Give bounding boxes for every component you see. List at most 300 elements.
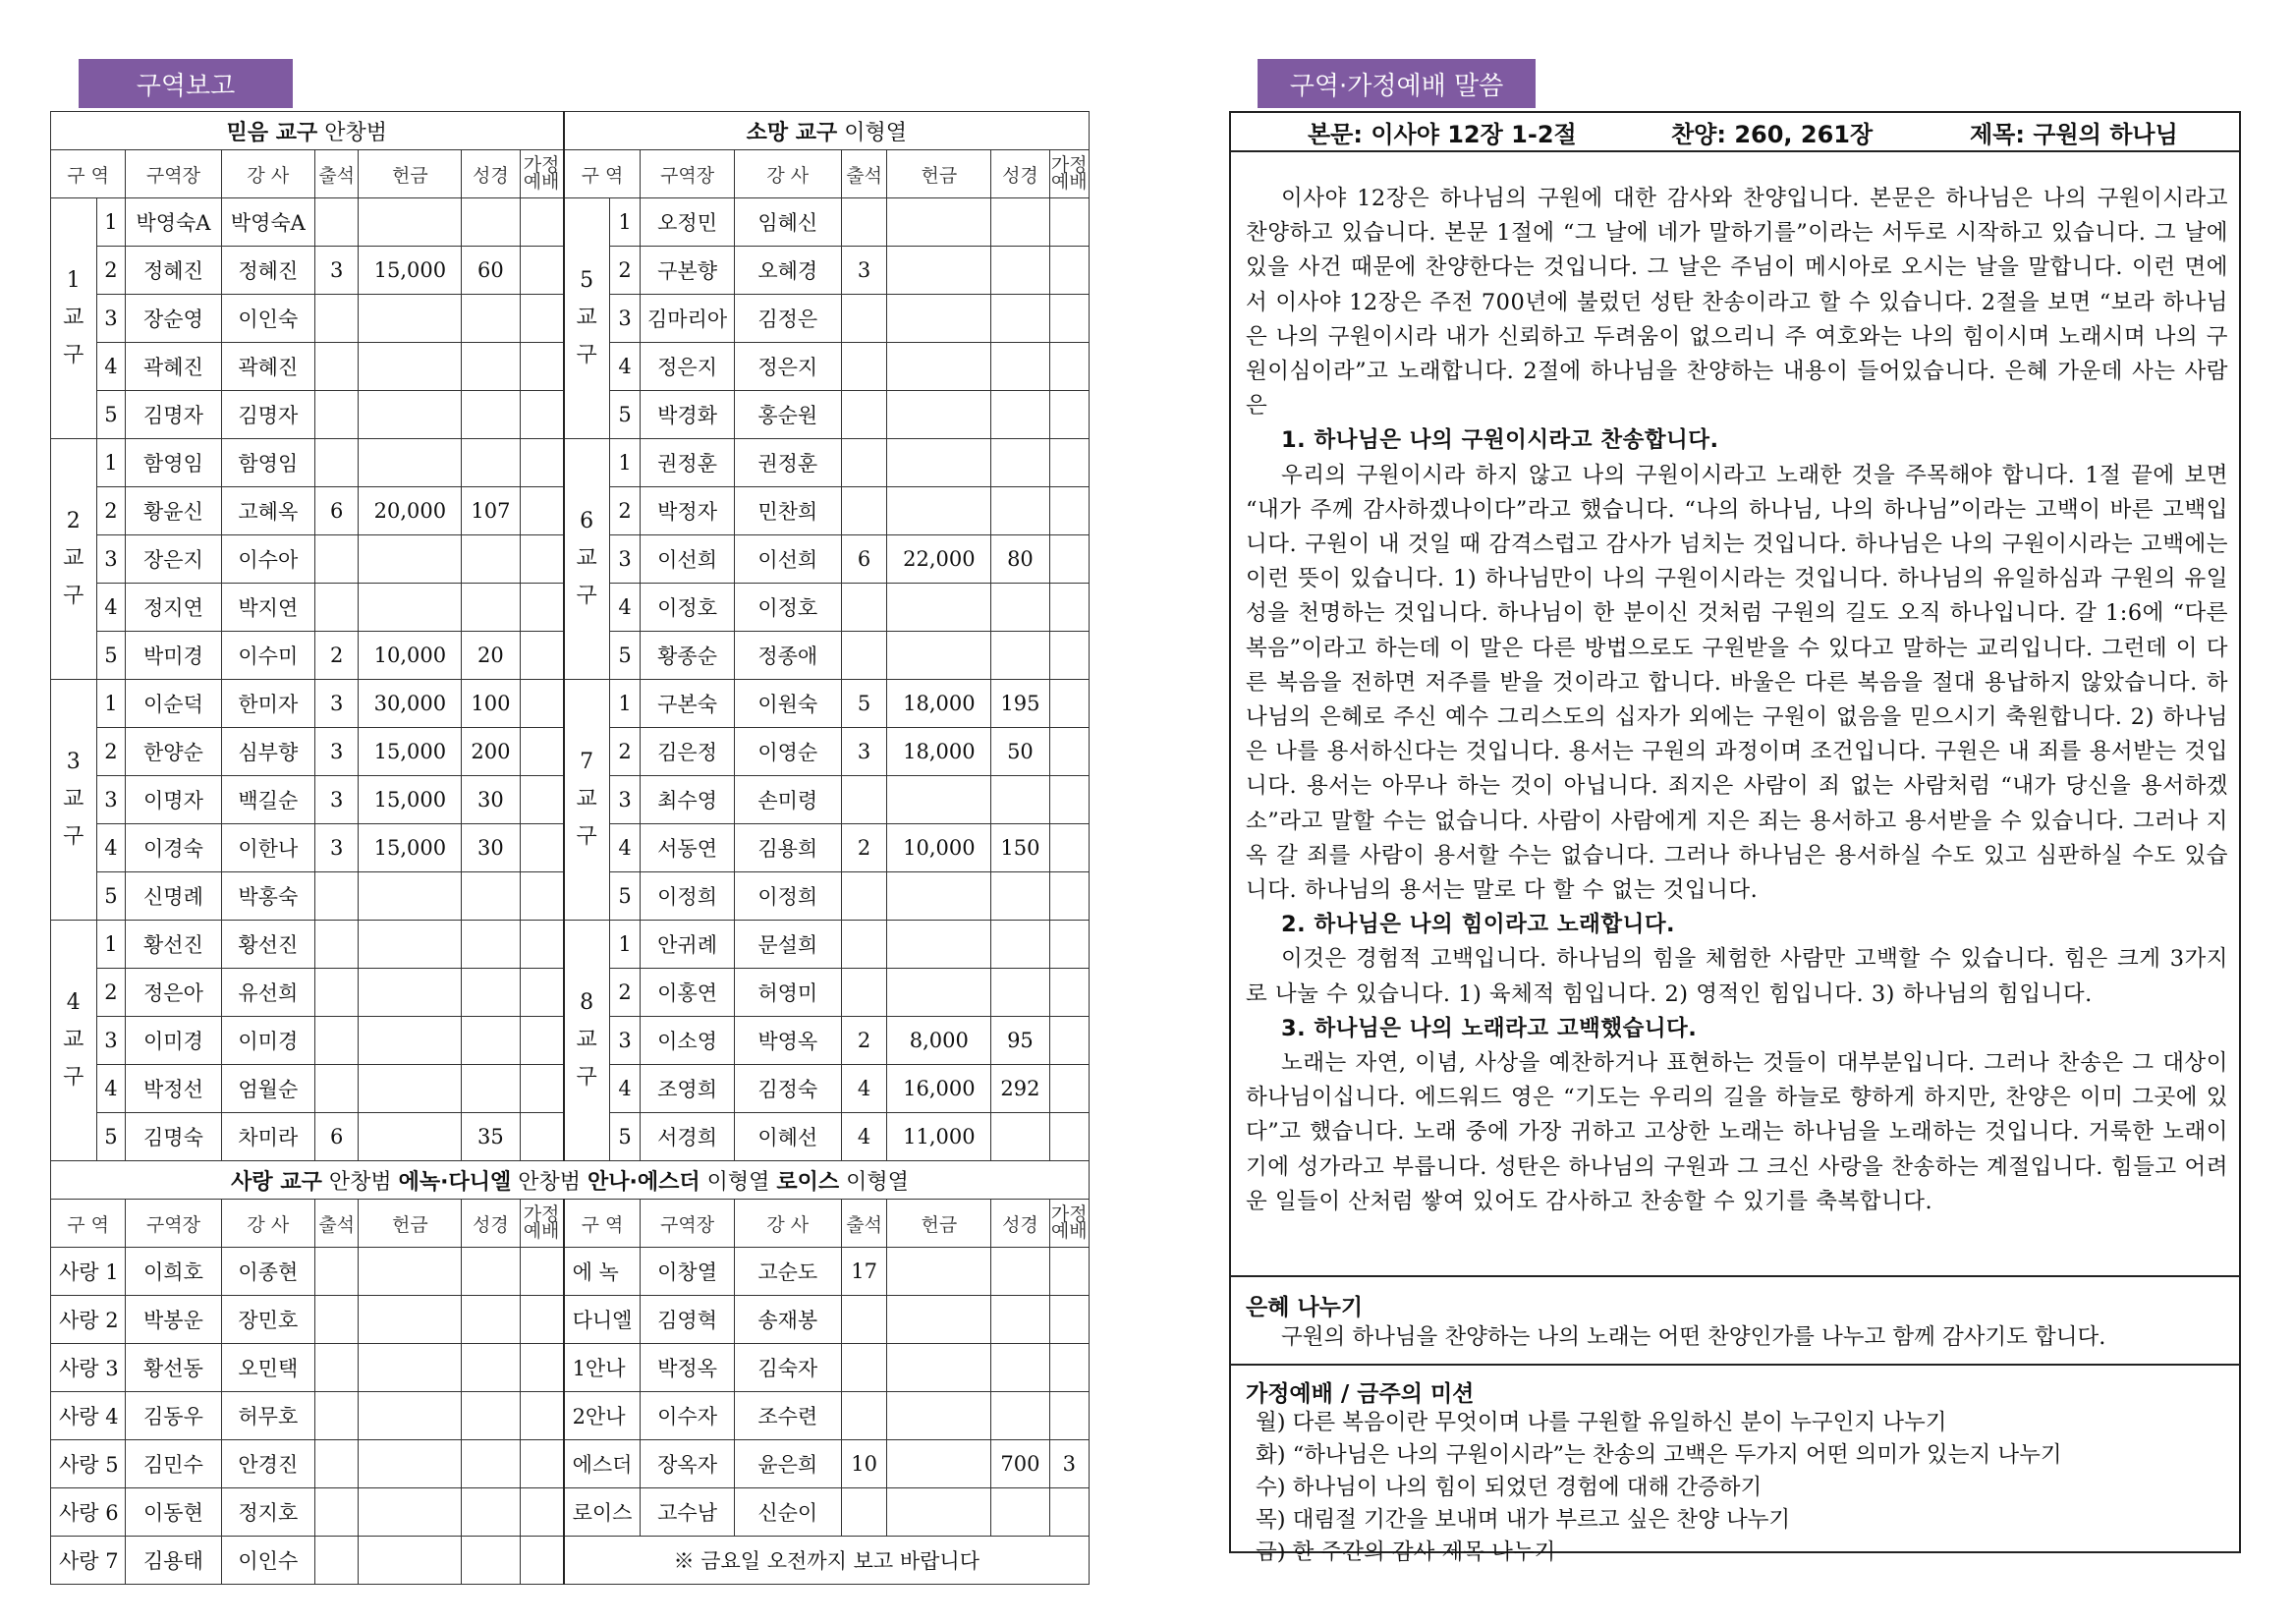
cell-offering xyxy=(359,391,462,439)
cell-leader: 정지연 xyxy=(126,584,221,632)
cell-bible: 200 xyxy=(462,728,520,776)
cell-bible xyxy=(462,535,520,584)
cell-no: 5 xyxy=(96,872,126,921)
cell-offering xyxy=(887,584,991,632)
cell-no: 3 xyxy=(609,776,641,824)
cell-offering xyxy=(359,343,462,391)
column-header: 구역장 xyxy=(126,150,221,198)
cell-no: 1 xyxy=(96,198,126,247)
cell-offering xyxy=(887,776,991,824)
cell-home-worship xyxy=(520,487,564,535)
point-3-text: 노래는 자연, 이념, 사상을 예찬하거나 표현하는 것들이 대부분입니다. 그러나 찬송은 그 대상이 하나님이십니다. 에드워드 영은 “기도는 우리의 길을 하늘로 향하게 하지만, 찬양은 이미 그곳에 있다”고 했습니다. 노래 중에 가장 귀하고 고상한 노래는 하나님을 노래하는 것입니다. 거룩한 노래이기에 성가라고 부릅니다. 성탄은 하나님의 구원과 그 크신 사랑을 찬송하는 계절입니다. 힘들고 어려운 일들이 산처럼 쌓여 있어도 감사하고 찬송할 수 있기를 축복합니다. xyxy=(1246,1050,2228,1214)
cell-offering: 15,000 xyxy=(359,824,462,872)
table-cell: 안경진 xyxy=(221,1440,314,1488)
cell-home-worship xyxy=(1049,439,1089,487)
cell-bible xyxy=(991,632,1049,680)
table-cell: 김용태 xyxy=(126,1537,221,1585)
cell-district: 1안나 xyxy=(564,1344,641,1392)
cell-attendance: 6 xyxy=(841,535,887,584)
column-header: 구역장 xyxy=(641,1200,734,1248)
table-cell xyxy=(462,1488,520,1537)
cell-bible: 35 xyxy=(462,1113,520,1161)
cell-bible: 95 xyxy=(991,1017,1049,1065)
cell-attendance xyxy=(841,632,887,680)
district-label: 4 교 구 xyxy=(51,921,97,1161)
cell-attendance xyxy=(314,969,358,1017)
cell-home-worship xyxy=(520,535,564,584)
cell-teacher: 고혜옥 xyxy=(221,487,314,535)
cell-bible: 60 xyxy=(462,247,520,295)
cell-teacher: 차미라 xyxy=(221,1113,314,1161)
cell-offering xyxy=(359,439,462,487)
cell-attendance xyxy=(841,343,887,391)
cell-attendance: 6 xyxy=(314,487,358,535)
cell-district: 사랑 3 xyxy=(51,1344,126,1392)
point-1-heading: 1. 하나님은 나의 구원이시라고 찬송합니다. xyxy=(1281,427,1719,454)
cell-no: 1 xyxy=(609,198,641,247)
cell-home-worship xyxy=(520,824,564,872)
cell-leader: 조영희 xyxy=(641,1065,734,1113)
cell-bible xyxy=(991,921,1049,969)
table-cell: 이희호 xyxy=(126,1248,221,1296)
district-label: 1 교 구 xyxy=(51,198,97,439)
cell-bible xyxy=(462,343,520,391)
cell-no: 4 xyxy=(96,824,126,872)
column-header: 구 역 xyxy=(564,150,641,198)
cell-attendance xyxy=(314,198,358,247)
cell-home-worship xyxy=(520,921,564,969)
cell-teacher: 이수미 xyxy=(221,632,314,680)
cell-no: 2 xyxy=(96,969,126,1017)
cell-offering: 22,000 xyxy=(887,535,991,584)
cell-attendance: 2 xyxy=(314,632,358,680)
cell-teacher: 박홍숙 xyxy=(221,872,314,921)
cell-leader: 구본숙 xyxy=(641,680,734,728)
cell-home-worship xyxy=(1049,343,1089,391)
table-cell: 김숙자 xyxy=(734,1344,841,1392)
cell-no: 3 xyxy=(96,295,126,343)
cell-offering xyxy=(887,439,991,487)
cell-bible xyxy=(991,487,1049,535)
table-cell xyxy=(462,1248,520,1296)
cell-leader: 이정희 xyxy=(641,872,734,921)
cell-home-worship xyxy=(520,343,564,391)
cell-offering xyxy=(887,487,991,535)
cell-home-worship xyxy=(1049,391,1089,439)
table-cell xyxy=(991,1344,1049,1392)
cell-attendance: 2 xyxy=(841,1017,887,1065)
cell-home-worship xyxy=(520,439,564,487)
mission-item: 금) 한 주간의 감사 제목 나누기 xyxy=(1256,1540,1556,1565)
cell-leader: 박정선 xyxy=(126,1065,221,1113)
table-row xyxy=(51,680,1090,728)
grace-sharing-title: 은혜 나누기 xyxy=(1246,1295,1364,1320)
cell-leader: 황선진 xyxy=(126,921,221,969)
cell-home-worship xyxy=(520,1344,564,1392)
cell-leader: 이소영 xyxy=(641,1017,734,1065)
table-cell xyxy=(359,1248,462,1296)
table-cell xyxy=(991,1296,1049,1344)
table-cell xyxy=(841,1344,887,1392)
cell-leader: 이명자 xyxy=(126,776,221,824)
cell-no: 4 xyxy=(96,343,126,391)
cell-home-worship xyxy=(1049,1296,1089,1344)
table-cell: 조수련 xyxy=(734,1392,841,1440)
district-label: 5 교 구 xyxy=(564,198,610,439)
cell-offering xyxy=(887,198,991,247)
cell-home-worship xyxy=(520,247,564,295)
cell-home-worship xyxy=(1049,198,1089,247)
cell-leader: 이선희 xyxy=(641,535,734,584)
cell-bible: 80 xyxy=(991,535,1049,584)
cell-bible xyxy=(462,1017,520,1065)
cell-leader: 장은지 xyxy=(126,535,221,584)
cell-attendance xyxy=(314,584,358,632)
cell-teacher: 이미경 xyxy=(221,1017,314,1065)
table-cell xyxy=(887,1392,991,1440)
point-2-heading: 2. 하나님은 나의 힘이라고 노래합니다. xyxy=(1281,912,1676,938)
cell-home-worship xyxy=(520,1017,564,1065)
cell-teacher: 문설희 xyxy=(734,921,841,969)
table-cell: 이창열 xyxy=(641,1248,734,1296)
district-label: 6 교 구 xyxy=(564,439,610,680)
cell-no: 3 xyxy=(96,776,126,824)
cell-bible xyxy=(991,439,1049,487)
cell-home-worship xyxy=(520,1248,564,1296)
weekly-mission-list xyxy=(1256,1407,2238,1569)
table-row xyxy=(51,439,1090,487)
cell-no: 4 xyxy=(609,1065,641,1113)
cell-offering xyxy=(887,632,991,680)
table-cell xyxy=(462,1537,520,1585)
table-cell xyxy=(887,1344,991,1392)
cell-leader: 정은아 xyxy=(126,969,221,1017)
column-header: 헌금 xyxy=(887,150,991,198)
cell-offering: 11,000 xyxy=(887,1113,991,1161)
cell-home-worship xyxy=(520,1537,564,1585)
cell-no: 4 xyxy=(96,1065,126,1113)
cell-teacher: 임혜신 xyxy=(734,198,841,247)
table-cell xyxy=(314,1296,358,1344)
cell-no: 1 xyxy=(96,439,126,487)
cell-leader: 김명숙 xyxy=(126,1113,221,1161)
column-header: 출석 xyxy=(841,150,887,198)
cell-attendance: 6 xyxy=(314,1113,358,1161)
cell-leader: 황종순 xyxy=(641,632,734,680)
cell-offering xyxy=(887,391,991,439)
column-header: 강 사 xyxy=(734,1200,841,1248)
cell-district: 사랑 2 xyxy=(51,1296,126,1344)
cell-teacher: 김용희 xyxy=(734,824,841,872)
cell-leader: 박영숙A xyxy=(126,198,221,247)
table-cell xyxy=(887,1248,991,1296)
table-cell: 700 xyxy=(991,1440,1049,1488)
cell-leader: 곽혜진 xyxy=(126,343,221,391)
cell-attendance: 3 xyxy=(314,728,358,776)
cell-home-worship xyxy=(520,969,564,1017)
column-header: 강 사 xyxy=(221,1200,314,1248)
table-cell: 박봉운 xyxy=(126,1296,221,1344)
table-row xyxy=(51,1392,1090,1440)
cell-leader: 박경화 xyxy=(641,391,734,439)
hymn-numbers: 찬양: 260, 261장 xyxy=(1671,120,1874,148)
cell-attendance: 3 xyxy=(314,247,358,295)
cell-bible: 20 xyxy=(462,632,520,680)
cell-home-worship xyxy=(520,1440,564,1488)
cell-attendance xyxy=(841,969,887,1017)
cell-no: 1 xyxy=(609,439,641,487)
cell-home-worship: 3 xyxy=(1049,1440,1089,1488)
cell-teacher: 이수아 xyxy=(221,535,314,584)
table-cell xyxy=(887,1296,991,1344)
cell-bible xyxy=(991,776,1049,824)
cell-attendance xyxy=(314,535,358,584)
cell-offering xyxy=(359,1065,462,1113)
cell-bible xyxy=(462,969,520,1017)
cell-attendance xyxy=(314,872,358,921)
cell-bible xyxy=(991,198,1049,247)
cell-leader: 서동연 xyxy=(641,824,734,872)
cell-home-worship xyxy=(520,1296,564,1344)
cell-attendance xyxy=(314,1017,358,1065)
cell-attendance xyxy=(841,295,887,343)
cell-attendance xyxy=(841,439,887,487)
sermon-intro: 이사야 12장은 하나님의 구원에 대한 감사와 찬양입니다. 본문은 하나님은 나의 구원이시라고 찬양하고 있습니다. 본문 1절에 “그 날에 네가 말하기를”이라는 서두로 시작하고 있습니다. 그 날에 있을 사건 때문에 찬양한다는 것입니다. 그 날은 주님이 메시아로 오시는 날을 말합니다. 이런 면에서 이사야 12장은 주전 700년에 불렀던 성탄 찬송이라고 할 수 있습니다. 2절을 보면 “보라 하나님은 나의 구원이시라 내가 신뢰하고 두려움이 없으리니 주 여호와는 나의 힘이시며 노래시며 나의 구원이심이라”고 노래합니다. 2절에 하나님을 찬양하는 내용이 들어있습니다. 은혜 가운데 사는 사람은 xyxy=(1246,186,2228,420)
district-label: 2 교 구 xyxy=(51,439,97,680)
cell-bible xyxy=(462,198,520,247)
cell-teacher: 권정훈 xyxy=(734,439,841,487)
table-cell: 오민택 xyxy=(221,1344,314,1392)
cell-home-worship xyxy=(1049,1392,1089,1440)
table-cell: 장옥자 xyxy=(641,1440,734,1488)
cell-bible: 195 xyxy=(991,680,1049,728)
cell-home-worship xyxy=(1049,1065,1089,1113)
cell-no: 5 xyxy=(96,632,126,680)
cell-district: 에스더 xyxy=(564,1440,641,1488)
cell-leader: 김은정 xyxy=(641,728,734,776)
cell-teacher: 이정호 xyxy=(734,584,841,632)
cell-attendance: 3 xyxy=(841,728,887,776)
table-cell xyxy=(991,1392,1049,1440)
cell-offering: 20,000 xyxy=(359,487,462,535)
cell-home-worship xyxy=(520,1065,564,1113)
cell-bible xyxy=(462,872,520,921)
cell-no: 3 xyxy=(609,1017,641,1065)
table-cell xyxy=(314,1344,358,1392)
cell-home-worship xyxy=(520,295,564,343)
cell-district: 사랑 4 xyxy=(51,1392,126,1440)
cell-no: 4 xyxy=(96,584,126,632)
group-header: 믿음 교구 안창범 xyxy=(51,112,564,150)
sermon-body xyxy=(1246,182,2228,1219)
point-2-text: 이것은 경험적 고백입니다. 하나님의 힘을 체험한 사람만 고백할 수 있습니다. 힘은 크게 3가지로 나눌 수 있습니다. 1) 육체적 힘입니다. 2) 영적인 힘입니다. 3) 하나님의 힘입니다. xyxy=(1246,946,2228,1007)
cell-attendance xyxy=(841,872,887,921)
grace-sharing-section xyxy=(1231,1275,2239,1366)
group-header-row xyxy=(51,1161,1090,1200)
table-cell: 17 xyxy=(841,1248,887,1296)
group-header: 사랑 교구 안창범 에녹·다니엘 안창범 안나·에스더 이형열 로이스 이형열 xyxy=(51,1161,1090,1200)
column-header: 강 사 xyxy=(734,150,841,198)
cell-offering xyxy=(359,198,462,247)
cell-attendance xyxy=(841,391,887,439)
cell-teacher: 민찬희 xyxy=(734,487,841,535)
cell-no: 4 xyxy=(609,343,641,391)
column-header: 헌금 xyxy=(359,150,462,198)
cell-no: 5 xyxy=(609,872,641,921)
table-cell xyxy=(462,1296,520,1344)
cell-bible xyxy=(991,343,1049,391)
mission-item: 수) 하나님이 나의 힘이 되었던 경험에 대해 간증하기 xyxy=(1256,1475,1763,1500)
cell-teacher: 곽혜진 xyxy=(221,343,314,391)
cell-teacher: 박지연 xyxy=(221,584,314,632)
table-cell: 김민수 xyxy=(126,1440,221,1488)
cell-home-worship xyxy=(520,1113,564,1161)
table-cell xyxy=(887,1488,991,1537)
table-cell: 장민호 xyxy=(221,1296,314,1344)
cell-home-worship xyxy=(1049,247,1089,295)
cell-attendance xyxy=(841,584,887,632)
cell-no: 2 xyxy=(609,247,641,295)
cell-no: 1 xyxy=(96,680,126,728)
table-cell: 고순도 xyxy=(734,1248,841,1296)
cell-offering xyxy=(887,921,991,969)
cell-offering xyxy=(359,295,462,343)
cell-home-worship xyxy=(520,1392,564,1440)
cell-home-worship xyxy=(520,391,564,439)
district-report-table xyxy=(50,111,1090,1585)
table-cell: 윤은희 xyxy=(734,1440,841,1488)
column-header: 성경 xyxy=(991,1200,1049,1248)
cell-offering xyxy=(359,1017,462,1065)
cell-leader: 이미경 xyxy=(126,1017,221,1065)
cell-no: 1 xyxy=(609,680,641,728)
column-header: 출석 xyxy=(314,150,358,198)
table-cell: 고수남 xyxy=(641,1488,734,1537)
cell-no: 5 xyxy=(609,391,641,439)
table-cell xyxy=(314,1392,358,1440)
cell-home-worship xyxy=(520,680,564,728)
cell-offering: 30,000 xyxy=(359,680,462,728)
cell-home-worship xyxy=(520,728,564,776)
cell-home-worship xyxy=(1049,872,1089,921)
column-header: 헌금 xyxy=(359,1200,462,1248)
table-row xyxy=(51,1248,1090,1296)
column-header: 구역장 xyxy=(641,150,734,198)
cell-attendance xyxy=(314,439,358,487)
cell-no: 1 xyxy=(609,921,641,969)
table-cell: 정지호 xyxy=(221,1488,314,1537)
cell-teacher: 백길순 xyxy=(221,776,314,824)
cell-home-worship xyxy=(1049,584,1089,632)
weekly-mission-section xyxy=(1231,1364,2239,1565)
column-header: 가정 예배 xyxy=(520,150,564,198)
cell-offering xyxy=(359,969,462,1017)
cell-teacher: 엄월순 xyxy=(221,1065,314,1113)
table-row xyxy=(51,198,1090,247)
cell-attendance xyxy=(841,198,887,247)
table-cell xyxy=(359,1537,462,1585)
district-label: 7 교 구 xyxy=(564,680,610,921)
scripture-reference: 본문: 이사야 12장 1-2절 xyxy=(1308,120,1577,148)
table-cell: 황선동 xyxy=(126,1344,221,1392)
table-cell: 10 xyxy=(841,1440,887,1488)
table-row xyxy=(51,1296,1090,1344)
cell-leader: 최수영 xyxy=(641,776,734,824)
mission-item: 목) 대림절 기간을 보내며 내가 부르고 싶은 찬양 나누기 xyxy=(1256,1507,1791,1533)
cell-attendance: 2 xyxy=(841,824,887,872)
table-cell xyxy=(314,1488,358,1537)
cell-no: 3 xyxy=(609,295,641,343)
cell-district: 로이스 xyxy=(564,1488,641,1537)
cell-bible: 107 xyxy=(462,487,520,535)
cell-leader: 오정민 xyxy=(641,198,734,247)
cell-offering xyxy=(359,584,462,632)
cell-bible xyxy=(991,969,1049,1017)
column-header: 성경 xyxy=(991,150,1049,198)
cell-bible xyxy=(991,391,1049,439)
cell-home-worship xyxy=(1049,295,1089,343)
cell-teacher: 이선희 xyxy=(734,535,841,584)
cell-teacher: 한미자 xyxy=(221,680,314,728)
cell-no: 5 xyxy=(96,391,126,439)
column-header: 성경 xyxy=(462,150,520,198)
cell-teacher: 이영순 xyxy=(734,728,841,776)
mission-item: 월) 다른 복음이란 무엇이며 나를 구원할 유일하신 분이 누구인지 나누기 xyxy=(1256,1410,1947,1435)
cell-no: 2 xyxy=(96,728,126,776)
cell-teacher: 박영숙A xyxy=(221,198,314,247)
cell-bible: 50 xyxy=(991,728,1049,776)
sermon-header xyxy=(1231,113,2239,152)
cell-leader: 김명자 xyxy=(126,391,221,439)
district-label: 8 교 구 xyxy=(564,921,610,1161)
cell-home-worship xyxy=(1049,921,1089,969)
cell-bible xyxy=(462,584,520,632)
cell-bible xyxy=(462,391,520,439)
cell-attendance: 4 xyxy=(841,1113,887,1161)
cell-offering xyxy=(359,872,462,921)
cell-home-worship xyxy=(1049,1017,1089,1065)
cell-no: 2 xyxy=(96,487,126,535)
table-cell xyxy=(462,1392,520,1440)
cell-offering: 10,000 xyxy=(359,632,462,680)
cell-leader: 박미경 xyxy=(126,632,221,680)
weekly-mission-title: 가정예배 / 금주의 미션 xyxy=(1246,1381,1475,1407)
cell-no: 2 xyxy=(96,247,126,295)
cell-offering xyxy=(359,1113,462,1161)
cell-teacher: 정은지 xyxy=(734,343,841,391)
cell-district: 2안나 xyxy=(564,1392,641,1440)
sermon-tag: 구역·가정예배 말씀 xyxy=(1258,59,1536,108)
table-cell: 김동우 xyxy=(126,1392,221,1440)
cell-home-worship xyxy=(1049,776,1089,824)
cell-offering xyxy=(887,247,991,295)
cell-home-worship xyxy=(1049,969,1089,1017)
point-1-text: 우리의 구원이시라 하지 않고 나의 구원이시라고 노래한 것을 주목해야 합니다. 1절 끝에 보면 “내가 주께 감사하겠나이다”라고 했습니다. “나의 하나님, 나의 하나님”이라는 고백이 바른 고백입니다. 구원이 내 것일 때 감격스럽고 감사가 넘치는 것입니다. 하나님은 나의 구원이시라는 고백에는 이런 뜻이 있습니다. 1) 하나님만이 나의 구원이시라는 것입니다. 하나님의 유일하심과 구원의 유일성을 천명하는 것입니다. 하나님이 한 분이신 것처럼 구원의 길도 오직 하나입니다. 갈 1:6에 “다른 복음”이라고 하는데 이 말은 다른 방법으로도 구원받을 수 있다고 말하는 교리입니다. 그런데 이 다른 복음을 전하면 저주를 받을 것이라고 합니다. 바울은 다른 복음을 절대 용납하지 않았습니다. 하나님의 은혜로 주신 예수 그리스도의 십자가 외에는 구원이 없음을 믿으시기 축원합니다. 2) 하나님은 나를 용서하신다는 것입니다. 용서는 구원의 과정이며 조건입니다. 구원은 내 죄를 용서받는 것입니다. 용서는 아무나 하는 것이 아닙니다. 죄지은 사람이 죄 없는 사람처럼 “내가 당신을 용서하겠소”라고 말할 수는 없습니다. 사람이 사람에게 지은 죄는 용서하고 용서받을 수 있습니다. 그러나 지옥 갈 죄를 사람이 용서할 수는 없습니다. 그러나 하나님은 용서하실 수도 있고 심판하실 수도 있습니다. 하나님의 용서는 말로 다 할 수 없는 것입니다. xyxy=(1246,462,2228,904)
table-row xyxy=(51,1344,1090,1392)
cell-teacher: 황선진 xyxy=(221,921,314,969)
cell-home-worship xyxy=(1049,632,1089,680)
cell-leader: 구본향 xyxy=(641,247,734,295)
cell-home-worship xyxy=(520,198,564,247)
cell-teacher: 손미령 xyxy=(734,776,841,824)
footnote: ※ 금요일 오전까지 보고 바랍니다 xyxy=(564,1537,1090,1585)
cell-leader: 신명례 xyxy=(126,872,221,921)
table-cell xyxy=(462,1344,520,1392)
cell-teacher: 김정은 xyxy=(734,295,841,343)
column-header: 출석 xyxy=(841,1200,887,1248)
cell-bible: 30 xyxy=(462,776,520,824)
cell-teacher: 정혜진 xyxy=(221,247,314,295)
